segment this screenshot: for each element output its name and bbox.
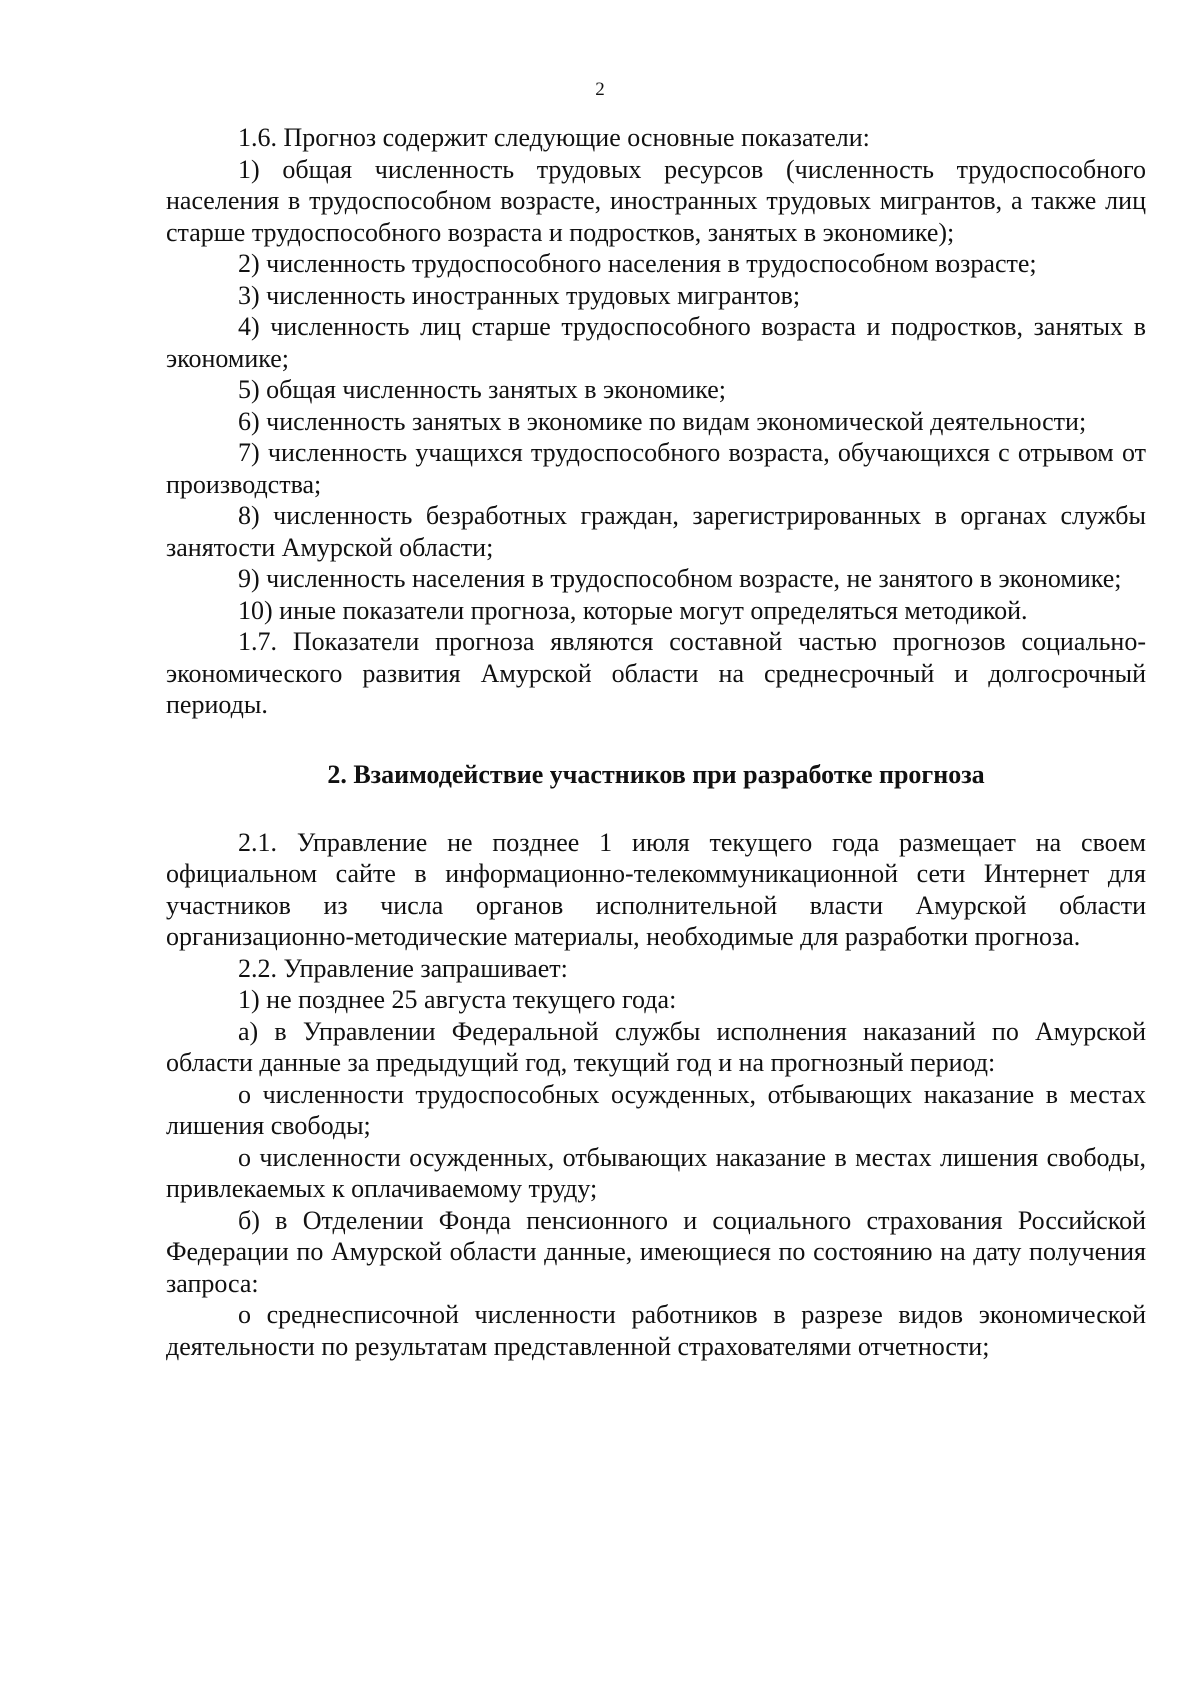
paragraph-1-6: 1.6. Прогноз содержит следующие основные показатели: <box>238 123 870 152</box>
list-item-1: 1) общая численность трудовых ресурсов (численность трудоспособного населения в трудоспособном возрасте, иностранных трудовых мигрантов, а также лиц старше трудоспособного возраста и подростков, занятых в экономике); <box>166 154 1146 247</box>
subitem-2-2-1-a: а) в Управлении Федеральной службы исполнения наказаний по Амурской области данные за предыдущий год, текущий год и на прогнозный период: <box>166 1016 1146 1077</box>
list-item-6: 6) численность занятых в экономике по видам экономической деятельности; <box>238 406 1087 436</box>
list-item-3: 3) численность иностранных трудовых мигрантов; <box>238 280 801 310</box>
list-item-7: 7) численность учащихся трудоспособного возраста, обучающихся с отрывом от производства; <box>166 438 1146 499</box>
section-2-heading: 2. Взаимодействие участников при разработке прогноза <box>327 759 985 789</box>
list-item-9: 9) численность населения в трудоспособном возрасте, не занятого в экономике; <box>238 564 1122 593</box>
subitem-a-point-1: о численности трудоспособных осужденных, отбывающих наказание в местах лишения свободы; <box>166 1079 1146 1140</box>
list-item-8: 8) численность безработных граждан, зарегистрированных в органах службы занятости Амурской области; <box>166 501 1146 562</box>
paragraph-1-7: 1.7. Показатели прогноза являются составной частью прогнозов социально-экономического развития Амурской области на среднесрочный и долгосрочный периоды. <box>166 627 1146 719</box>
list-item-5: 5) общая численность занятых в экономике; <box>238 375 726 404</box>
subitem-2-2-1: 1) не позднее 25 августа текущего года: <box>238 985 677 1014</box>
paragraph-2-2: 2.2. Управление запрашивает: <box>238 953 568 983</box>
subitem-b-point-1: о среднесписочной численности работников в разрезе видов экономической деятельности по результатам представленной страхователями отчетности; <box>166 1300 1146 1361</box>
list-item-4: 4) численность лиц старше трудоспособного возраста и подростков, занятых в экономике; <box>166 312 1146 373</box>
subitem-a-point-2: о численности осужденных, отбывающих наказание в местах лишения свободы, привлекаемых к оплачиваемому труду; <box>166 1142 1146 1203</box>
subitem-2-2-1-b: б) в Отделении Фонда пенсионного и социального страхования Российской Федерации по Амурской области данные, имеющиеся по состоянию на дату получения запроса: <box>166 1205 1146 1298</box>
document-body <box>166 122 1146 1362</box>
paragraph-2-1: 2.1. Управление не позднее 1 июля текущего года размещает на своем официальном сайте в информационно-телекоммуникационной сети Интернет для участников из числа органов исполнительной власти Амурской области организационно-методические материалы, необходимые для разработки прогноза. <box>166 827 1146 951</box>
page-number: 2 <box>595 79 605 100</box>
list-item-10: 10) иные показатели прогноза, которые могут определяться методикой. <box>238 595 1028 625</box>
list-item-2: 2) численность трудоспособного населения в трудоспособном возрасте; <box>238 249 1037 278</box>
